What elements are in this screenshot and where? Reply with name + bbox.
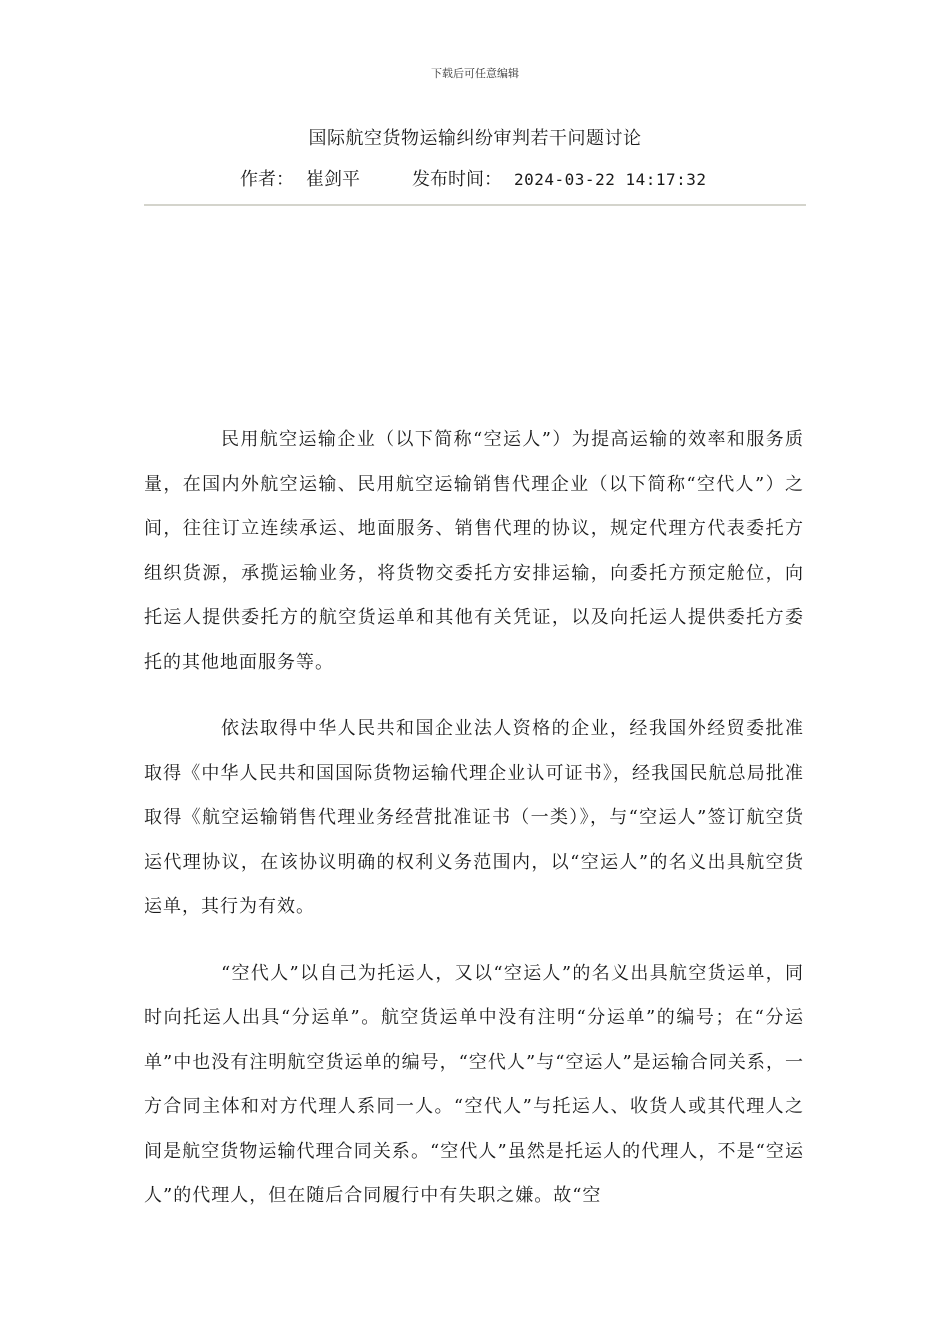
author-name: 崔剑平 xyxy=(306,169,360,190)
paragraph-1: 民用航空运输企业（以下简称“空运人”）为提高运输的效率和服务质量，在国内外航空运输、民用航空运输销售代理企业（以下简称“空代人”）之间，往往订立连续承运、地面服务、销售代理的协议，规定代理方代表委托方组织货源，承揽运输业务，将货物交委托方安排运输，向委托方预定舱位，向托运人提供委托方的航空货运单和其他有关凭证，以及向托运人提供委托方委托的其他地面服务等。 xyxy=(144,429,804,673)
publish-time-label: 发布时间： xyxy=(412,169,502,190)
paragraph-2: 依法取得中华人民共和国企业法人资格的企业，经我国外经贸委批准取得《中华人民共和国国际货物运输代理企业认可证书》，经我国民航总局批准取得《航空运输销售代理业务经营批准证书（一类）》，与“空运人”签订航空货运代理协议，在该协议明确的权利义务范围内，以“空运人”的名义出具航空货运单，其行为有效。 xyxy=(144,718,804,917)
meta-line xyxy=(240,165,800,191)
document-title: 国际航空货物运输纠纷审判若干问题讨论 xyxy=(308,128,642,149)
publish-time-value: 2024-03-22 14:17:32 xyxy=(514,170,707,189)
paragraph-3: “空代人”以自己为托运人，又以“空运人”的名义出具航空货运单，同时向托运人出具“分运单”。航空货运单中没有注明“分运单”的编号；在“分运单”中也没有注明航空货运单的编号，“空代人”与“空运人”是运输合同关系，一方合同主体和对方代理人系同一人。“空代人”与托运人、收货人或其代理人之间是航空货物运输代理合同关系。“空代人”虽然是托运人的代理人，不是“空运人”的代理人，但在随后合同履行中有失职之嫌。故“空 xyxy=(144,962,804,1206)
header-note: 下载后可任意编辑 xyxy=(431,67,519,80)
author-label: 作者： xyxy=(240,169,294,190)
article-body xyxy=(144,418,804,1241)
header-divider xyxy=(144,204,806,206)
